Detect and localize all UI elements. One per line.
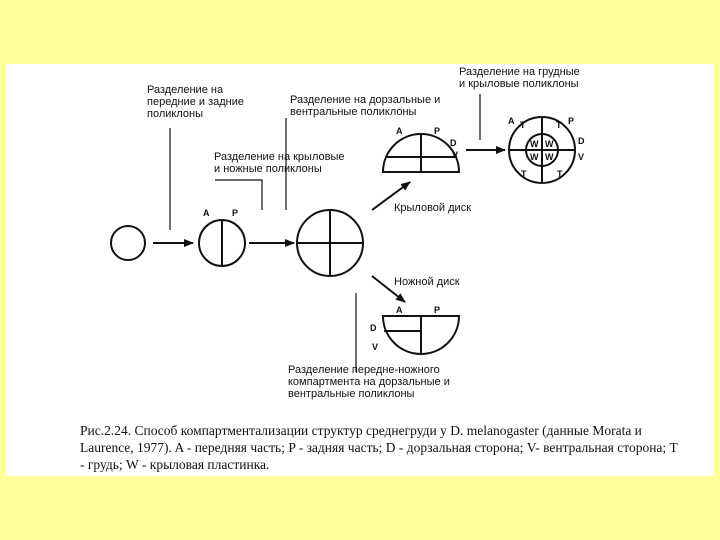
letter-v-3: V	[578, 152, 585, 162]
letter-w-3d: W	[545, 152, 554, 162]
letter-a-1: A	[203, 208, 210, 218]
letter-p-1: P	[232, 208, 239, 218]
letter-p-2: P	[434, 126, 441, 136]
letter-w-3a: W	[530, 139, 539, 149]
letter-w-3b: W	[545, 139, 554, 149]
initial-circle	[111, 226, 145, 260]
letter-a-2: A	[396, 126, 403, 136]
letter-p-4: P	[434, 305, 441, 315]
label-leg-disc: Ножной диск	[394, 276, 460, 288]
label-wing-disc: Крыловой диск	[394, 202, 472, 214]
letter-d-3: D	[578, 136, 585, 146]
letter-d-4: D	[370, 323, 377, 333]
label-thoracic-split: Разделение на грудные и крыловые поликлоны	[459, 66, 580, 90]
letter-t-3c: T	[521, 169, 527, 179]
letter-w-3c: W	[530, 152, 539, 162]
label-ap-split: Разделение на передние и задние поликлоны	[147, 84, 244, 120]
letter-t-3a: T	[520, 120, 526, 130]
letter-v-4: V	[372, 342, 379, 352]
figure-caption: Рис.2.24. Способ компартментализации структур среднегруди у D. melanogaster (данные Morata и Laurence, 1977). A - передняя часть; P - задняя часть; D - дорзальная сторона; V- вентральная сторона; T - грудь; W - крыловая пластинка.	[80, 423, 678, 472]
letter-a-3: A	[508, 116, 515, 126]
letter-d-2: D	[450, 138, 457, 148]
letter-t-3b: T	[556, 120, 562, 130]
label-wing-leg-split: Разделение на крыловые и ножные поликлоны	[214, 151, 345, 175]
letter-t-3d: T	[557, 169, 563, 179]
letter-v-2: V	[452, 150, 459, 160]
letter-p-3: P	[568, 116, 575, 126]
label-ant-leg-split: Разделение передне-ножного компартмента на дорзальные и вентральные поликлоны	[288, 364, 450, 400]
letter-a-4: A	[396, 305, 403, 315]
label-dv-split: Разделение на дорзальные и вентральные поликлоны	[290, 94, 441, 118]
